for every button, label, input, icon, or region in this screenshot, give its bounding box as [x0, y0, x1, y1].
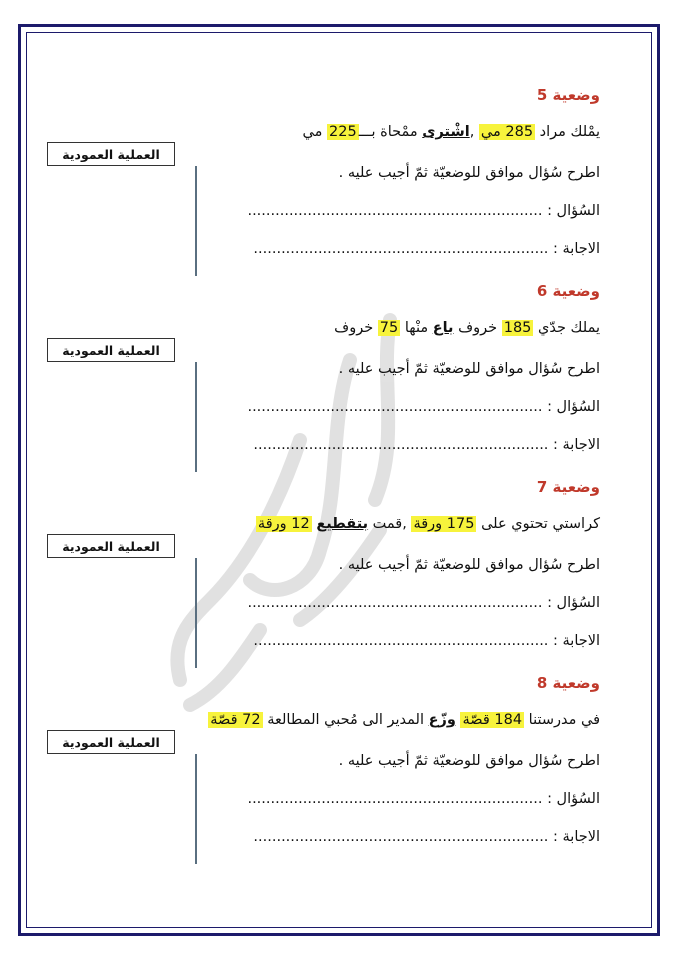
situation-title: وضعية 8 [536, 674, 600, 692]
vertical-divider-line [195, 362, 197, 472]
prompt-line: اطرح سُؤال موافق للوضعيّة ثمّ أجيب عليه . [338, 753, 600, 769]
situation-5-section [0, 86, 678, 282]
statement-text: في مدرستنا [524, 712, 600, 728]
situation-statement [208, 712, 600, 728]
question-label: السُؤال : [547, 203, 600, 219]
situation-8-section [0, 674, 678, 870]
question-line [247, 791, 600, 807]
answer-label: الاجابة : [553, 633, 600, 649]
question-label: السُؤال : [547, 595, 600, 611]
statement-text: يمْلك مراد [535, 124, 600, 140]
situation-7-section [0, 478, 678, 674]
statement-text: كراستي تحتوي على [476, 516, 600, 532]
answer-label: الاجابة : [553, 437, 600, 453]
situation-statement [303, 124, 600, 140]
situation-6-section [0, 282, 678, 478]
answer-line [253, 437, 600, 453]
underlined-verb: اشْترى [422, 124, 470, 140]
statement-text: منْها [400, 320, 433, 336]
question-blank[interactable]: ................................................................ [247, 399, 543, 415]
answer-line [253, 633, 600, 649]
underlined-verb: وزّع [428, 712, 456, 728]
question-blank[interactable]: ................................................................ [247, 595, 543, 611]
situation-title: وضعية 5 [536, 86, 600, 104]
highlight-number: 225 [329, 124, 357, 140]
statement-text: , [469, 124, 479, 140]
question-blank[interactable]: ................................................................ [247, 203, 543, 219]
vertical-operation-label: العملية العمودية [47, 338, 175, 362]
statement-text: المدير الى مُحبي المطالعة [262, 712, 429, 728]
vertical-divider-line [195, 558, 197, 668]
vertical-operation-label: العملية العمودية [47, 142, 175, 166]
situation-title: وضعية 6 [536, 282, 600, 300]
question-blank[interactable]: ................................................................ [247, 791, 543, 807]
statement-text: مي [302, 124, 328, 140]
answer-line [253, 829, 600, 845]
question-line [247, 203, 600, 219]
underlined-verb: باع [432, 320, 454, 336]
answer-blank[interactable]: ................................................................ [253, 437, 549, 453]
highlight-number: 72 قصّة [210, 712, 261, 728]
statement-text: ممْحاة بـــ [358, 124, 423, 140]
underlined-verb: بتقطيع [316, 516, 369, 532]
vertical-divider-line [195, 166, 197, 276]
highlight-number: 175 ورقة [413, 516, 475, 532]
highlight-number: 185 [503, 320, 532, 336]
answer-label: الاجابة : [553, 241, 600, 257]
question-label: السُؤال : [547, 399, 600, 415]
statement-text: يملك جدّي [533, 320, 600, 336]
situation-title: وضعية 7 [536, 478, 600, 496]
answer-blank[interactable]: ................................................................ [253, 241, 549, 257]
prompt-line: اطرح سُؤال موافق للوضعيّة ثمّ أجيب عليه . [338, 165, 600, 181]
question-label: السُؤال : [547, 791, 600, 807]
highlight-number: 285 مي [480, 124, 534, 140]
answer-blank[interactable]: ................................................................ [253, 829, 549, 845]
vertical-operation-label: العملية العمودية [47, 534, 175, 558]
highlight-number: 184 قصّة [462, 712, 523, 728]
question-line [247, 595, 600, 611]
prompt-line: اطرح سُؤال موافق للوضعيّة ثمّ أجيب عليه . [338, 557, 600, 573]
highlight-number: 12 ورقة [257, 516, 310, 532]
situation-statement [256, 516, 600, 532]
statement-text: ,قمت [368, 516, 412, 532]
statement-text: خروف [453, 320, 502, 336]
situation-statement [334, 320, 600, 336]
answer-blank[interactable]: ................................................................ [253, 633, 549, 649]
vertical-operation-label: العملية العمودية [47, 730, 175, 754]
answer-label: الاجابة : [553, 829, 600, 845]
highlight-number: 75 [379, 320, 399, 336]
answer-line [253, 241, 600, 257]
vertical-divider-line [195, 754, 197, 864]
statement-text: خروف [334, 320, 378, 336]
prompt-line: اطرح سُؤال موافق للوضعيّة ثمّ أجيب عليه . [338, 361, 600, 377]
question-line [247, 399, 600, 415]
